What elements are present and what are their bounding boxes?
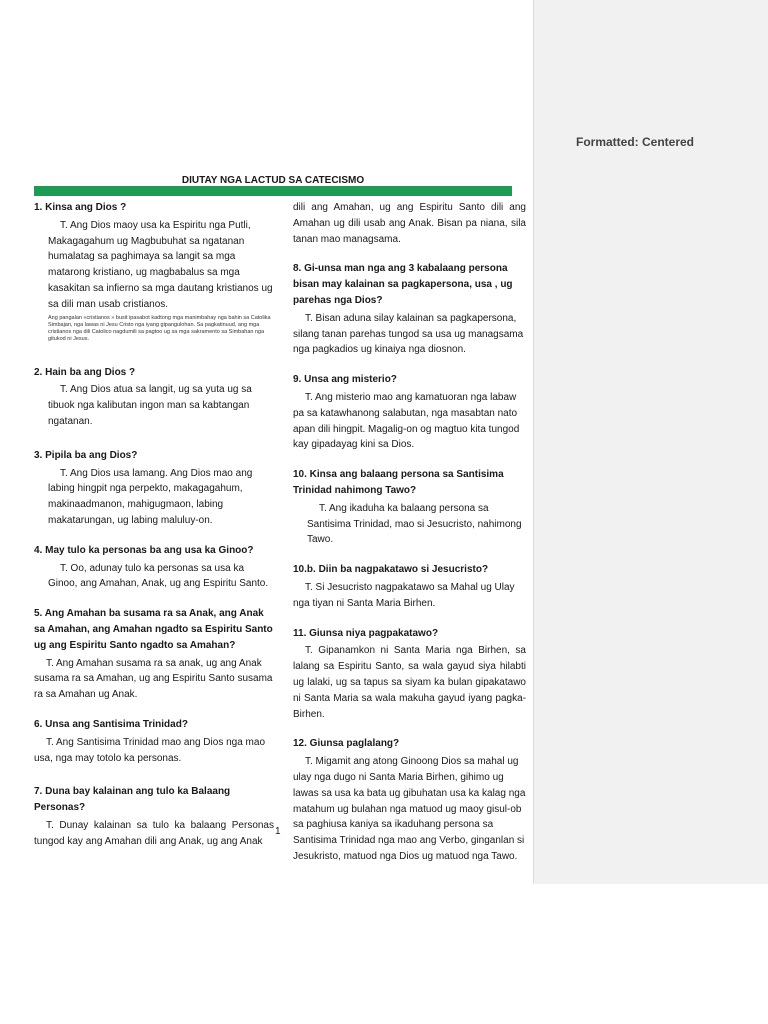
question-4: 4. May tulo ka personas ba ang usa ka Ginoo? [34, 544, 254, 556]
answer-1: T. Ang Dios maoy usa ka Espiritu nga Putli, Makagagahum ug Magbubuhat sa ngatanan humalatag sa paghimaya sa langit sa mga matarong kristiano, ug magbabalus sa mga kasakitan sa infierno sa mga dautang kristianos ug sa dili man usab cristianos. [48, 219, 273, 310]
question-6: 6. Unsa ang Santisima Trinidad? [34, 718, 188, 730]
question-3: 3. Pipila ba ang Dios? [34, 449, 138, 461]
answer-3: T. Ang Dios usa lamang. Ang Dios mao ang labing hingpit nga perpekto, makagagahum, makinaadmanon, mahigugmaon, labing makatarungan, ug labing maluluy-on. [48, 467, 253, 526]
document-title: DIUTAY NGA LACTUD SA CATECISMO [181, 175, 365, 186]
page-number: 1 [275, 826, 281, 837]
question-11: 11. Giunsa niya pagpakatawo? [293, 627, 439, 639]
question-9: 9. Unsa ang misterio? [293, 374, 397, 386]
question-8: 8. Gi-unsa man nga ang 3 kabalaang persona bisan may kalainan sa pagkapersona, usa , ug parehas nga Dios? [293, 263, 513, 306]
question-7: 7. Duna bay kalainan ang tulo ka Balaang Personas? [34, 786, 231, 814]
answer-6: T. Ang Santisima Trinidad mao ang Dios nga mao usa, nga may totolo ka personas. [34, 736, 266, 764]
question-10: 10. Kinsa ang balaang persona sa Santisima Trinidad nahimong Tawo? [293, 469, 504, 496]
answer-11: T. Gipanamkon ni Santa Maria nga Birhen, sa lalang sa Espiritu Santo, sa wala gayud siya hilabti ug lalaki, ug sa tapus sa siyam ka bulan gipakatawo ni Santa Maria sa wala makuha gayud iyang pagka-Birhen. [293, 645, 526, 720]
answer-4: T. Oo, adunay tulo ka personas sa usa ka Ginoo, ang Amahan, Anak, ug ang Espiritu Santo. [48, 562, 269, 590]
answer-9: T. Ang misterio mao ang kamatuoran nga labaw pa sa katawhanong salabutan, nga masabtan nato apan dili hingpit. Magalig-on og magtuo kita tungod kay gipadayag kini sa Dios. [293, 391, 520, 451]
question-1: 1. Kinsa ang Dios ? [34, 202, 127, 213]
answer-10b: T. Si Jesucristo nagpakatawo sa Mahal ug Ulay nga tiyan ni Santa Maria Birhen. [293, 581, 515, 609]
answer-7: T. Dunay kalainan sa tulo ka balaang Personas tungod kay ang Amahan dili ang Anak, ug ang Anak [34, 819, 274, 847]
comment-pane [533, 0, 768, 884]
title-underline-bar [34, 186, 512, 196]
question-12: 12. Giunsa paglalang? [293, 738, 400, 750]
question-10b: 10.b. Diin ba nagpakatawo si Jesucristo? [293, 564, 489, 576]
comment-label: Formatted: Centered [576, 135, 695, 149]
answer-1-note: Ang pangalan «cristianos » busit ipasabot kadtong mga manimbahay nga bahin sa Catolika Simbajan, nga lawas ni Jesu Cristo nga iyang gipangulohan. Sa pagkatinuud, ang mga cristianos nga dili Catolico nagdumili sa pagtoo ug sa mga sakramento sa Simbahan nga gitukod ni Jesus. [48, 314, 271, 342]
answer-10: T. Ang ikaduha ka balaang persona sa Santisima Trinidad, mao si Jesucristo, nahimong Tawo. [307, 502, 522, 546]
answer-2: T. Ang Dios atua sa langit, ug sa yuta ug sa tibuok nga kalibutan ingon man sa kabtangan ngatanan. [48, 384, 252, 427]
left-column [34, 200, 274, 864]
answer-5: T. Ang Amahan susama ra sa anak, ug ang Anak susama ra sa Amahan, ug ang Espiritu Santo susama ra sa Amahan ug Anak. [34, 657, 273, 701]
right-column [293, 200, 526, 879]
answer-7-continued: dili ang Amahan, ug ang Espiritu Santo dili ang Amahan ug dili usab ang Anak. Bisan pa niana, sila tanan mao managsama. [293, 202, 526, 245]
question-5: 5. Ang Amahan ba susama ra sa Anak, ang Anak sa Amahan, ang Amahan ngadto sa Espiritu Santo ug ang Espiritu Santo ngadto sa Amahan? [34, 608, 273, 651]
answer-8: T. Bisan aduna silay kalainan sa pagkapersona, silang tanan parehas tungod sa usa ug managsama nga pagkadios ug kinaiya nga diosnon. [293, 312, 524, 356]
answer-12: T. Migamit ang atong Ginoong Dios sa mahal ug ulay nga dugo ni Santa Maria Birhen, gihimo ug lawas sa usa ka bata ug gibuhatan usa ka kalag nga matahum ug bulahan nga matuod ug maoy gisul-ob sa paghiusa kaniya sa ikaduhang persona sa Santisima Trinidad nga mao ang Verbo, ginganlan si Jesukristo, matuod nga Dios ug matuod nga Tawo. [293, 756, 526, 862]
question-2: 2. Hain ba ang Dios ? [34, 366, 136, 378]
